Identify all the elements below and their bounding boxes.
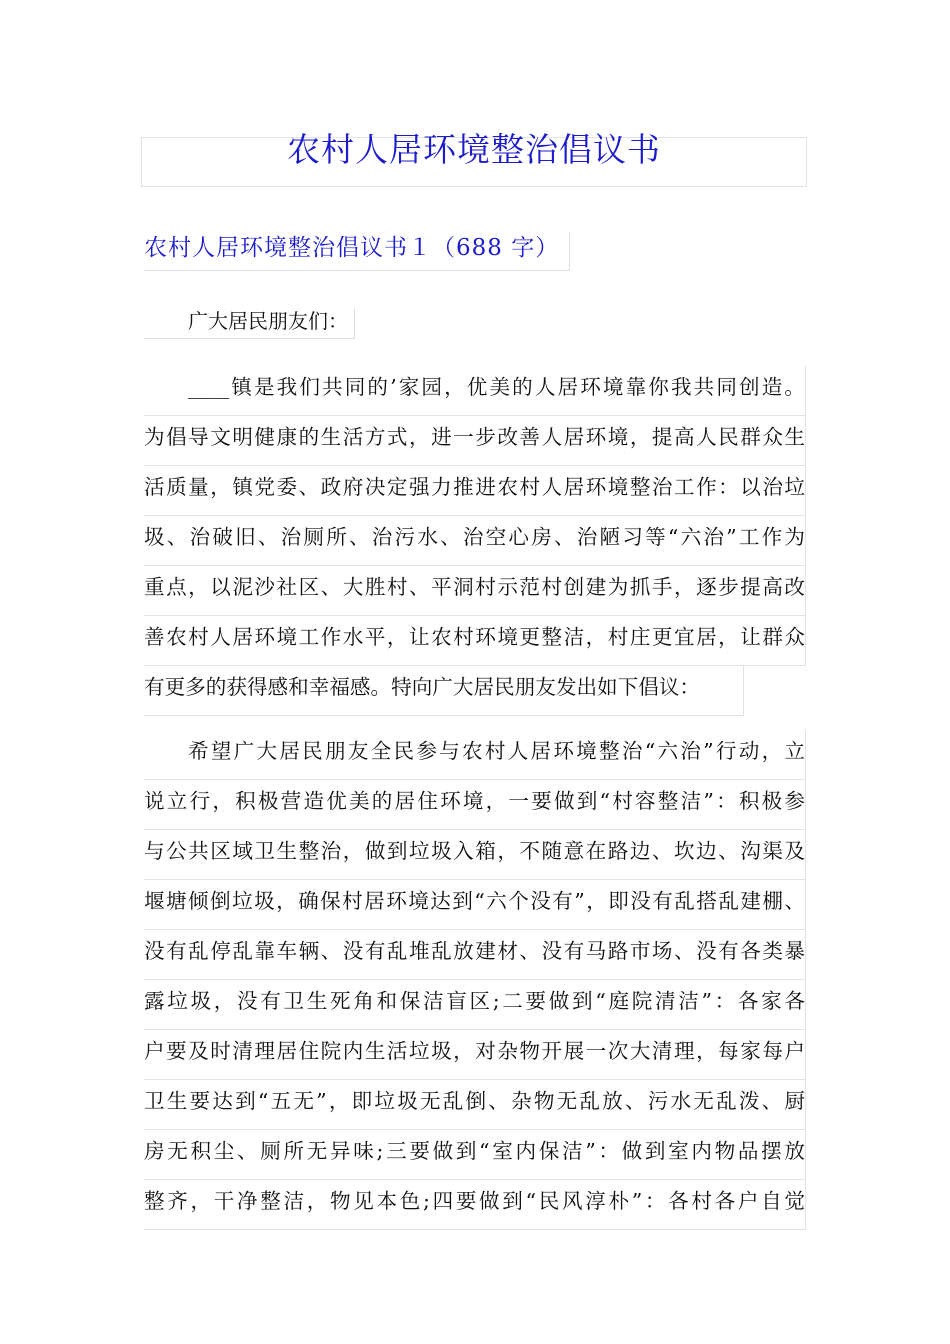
paragraph-proposal bbox=[144, 730, 806, 1230]
document-subtitle: 农村人居环境整治倡议书１（688 字） bbox=[144, 232, 570, 271]
paragraph-line: 善农村人居环境工作水平，让农村环境更整洁，村庄更宜居，让群众 bbox=[144, 616, 806, 666]
paragraph-line: 户要及时清理居住院内生活垃圾，对杂物开展一次大清理，每家每户 bbox=[144, 1030, 806, 1080]
document-title: 农村人居环境整治倡议书 bbox=[287, 130, 661, 169]
paragraph-line: 有更多的获得感和幸福感。特向广大居民朋友发出如下倡议： bbox=[144, 666, 744, 716]
paragraph-line: 卫生要达到“五无”，即垃圾无乱倒、杂物无乱放、污水无乱泼、厨 bbox=[144, 1080, 806, 1130]
greeting: 广大居民朋友们： bbox=[144, 308, 355, 339]
paragraph-line: 没有乱停乱靠车辆、没有乱堆乱放建材、没有马路市场、没有各类暴 bbox=[144, 930, 806, 980]
paragraph-line: 圾、治破旧、治厕所、治污水、治空心房、治陋习等“六治”工作为 bbox=[144, 516, 806, 566]
paragraph-line: 整齐，干净整洁，物见本色;四要做到“民风淳朴”：各村各户自觉 bbox=[144, 1180, 806, 1230]
paragraph-intro bbox=[144, 366, 806, 716]
paragraph-line: 重点，以泥沙社区、大胜村、平洞村示范村创建为抓手，逐步提高改 bbox=[144, 566, 806, 616]
paragraph-line: 与公共区域卫生整治，做到垃圾入箱，不随意在路边、坎边、沟渠及 bbox=[144, 830, 806, 880]
paragraph-line: ____镇是我们共同的’家园，优美的人居环境靠你我共同创造。 bbox=[144, 366, 806, 416]
paragraph-line: 希望广大居民朋友全民参与农村人居环境整治“六治”行动，立 bbox=[144, 730, 806, 780]
paragraph-line: 说立行，积极营造优美的居住环境，一要做到“村容整洁”：积极参 bbox=[144, 780, 806, 830]
paragraph-line: 房无积尘、厕所无异味;三要做到“室内保洁”：做到室内物品摆放 bbox=[144, 1130, 806, 1180]
paragraph-line: 活质量，镇党委、政府决定强力推进农村人居环境整治工作：以治垃 bbox=[144, 466, 806, 516]
paragraph-line: 堰塘倾倒垃圾，确保村居环境达到“六个没有”，即没有乱搭乱建棚、 bbox=[144, 880, 806, 930]
paragraph-line: 为倡导文明健康的生活方式，进一步改善人居环境，提高人民群众生 bbox=[144, 416, 806, 466]
paragraph-line: 露垃圾，没有卫生死角和保洁盲区;二要做到“庭院清洁”：各家各 bbox=[144, 980, 806, 1030]
